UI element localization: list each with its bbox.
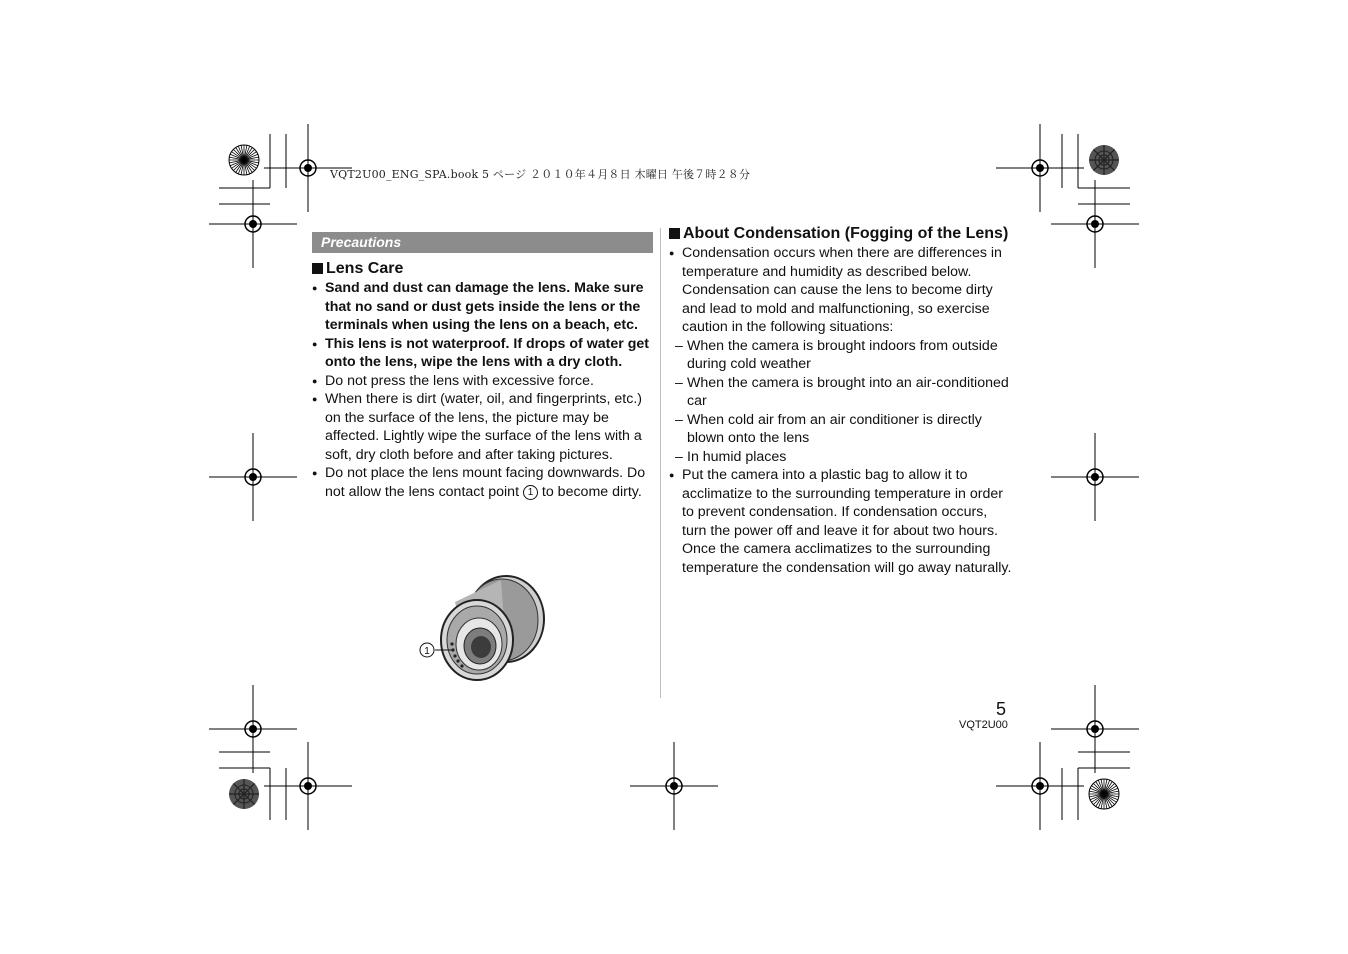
left-column	[312, 232, 653, 501]
right-column	[669, 224, 1014, 577]
list-item: – In humid places	[675, 448, 1014, 467]
list-item: – When the camera is brought indoors from outside during cold weather	[675, 337, 1014, 374]
list-item: ● When there is dirt (water, oil, and fingerprints, etc.) on the surface of the lens, the picture may be affected. Lightly wipe the surface of the lens with a soft, dry cloth before and after taking pictures.	[312, 390, 653, 464]
lens-care-list	[312, 279, 653, 501]
list-item: ● This lens is not waterproof. If drops of water get onto the lens, wipe the lens with a dry cloth.	[312, 335, 653, 372]
square-bullet-icon	[669, 228, 680, 239]
list-item: – When cold air from an air conditioner is directly blown onto the lens	[675, 411, 1014, 448]
list-item: ● Sand and dust can damage the lens. Make sure that no sand or dust gets inside the lens or the terminals when using the lens on a beach, etc.	[312, 279, 653, 335]
square-bullet-icon	[312, 263, 323, 274]
advice-list	[669, 466, 1014, 577]
condensation-list	[669, 244, 1014, 337]
callout-marker-icon: 1	[523, 485, 538, 500]
section-title-bar: Precautions	[312, 232, 653, 253]
column-divider	[660, 228, 661, 698]
lens-illustration	[415, 572, 555, 687]
list-item: ● Condensation occurs when there are differences in temperature and humidity as described below. Condensation can cause the lens to become dirty and lead to mold and malfunctioning, so exercise caution in the following situations:	[669, 244, 1014, 337]
lens-care-heading: Lens Care	[312, 259, 653, 279]
figure-callout-label: 1	[424, 646, 430, 657]
list-item: ● Do not place the lens mount facing downwards. Do not allow the lens contact point 1 to become dirty.	[312, 464, 653, 501]
situation-list	[669, 337, 1014, 467]
document-code: VQT2U00	[959, 719, 1008, 731]
condensation-heading: About Condensation (Fogging of the Lens)	[669, 224, 1014, 244]
file-info-header: VQT2U00_ENG_SPA.book 5 ページ ２０１０年４月８日 木曜日 午後７時２８分	[330, 168, 751, 181]
page-number: 5	[996, 699, 1007, 719]
list-item: ● Put the camera into a plastic bag to allow it to acclimatize to the surrounding temperature in order to prevent condensation. If condensation occurs, turn the power off and leave it for about two hours. Once the camera acclimatizes to the surrounding temperature the condensation will go away naturally.	[669, 466, 1014, 577]
list-item: ● Do not press the lens with excessive force.	[312, 372, 653, 391]
list-item: – When the camera is brought into an air-conditioned car	[675, 374, 1014, 411]
